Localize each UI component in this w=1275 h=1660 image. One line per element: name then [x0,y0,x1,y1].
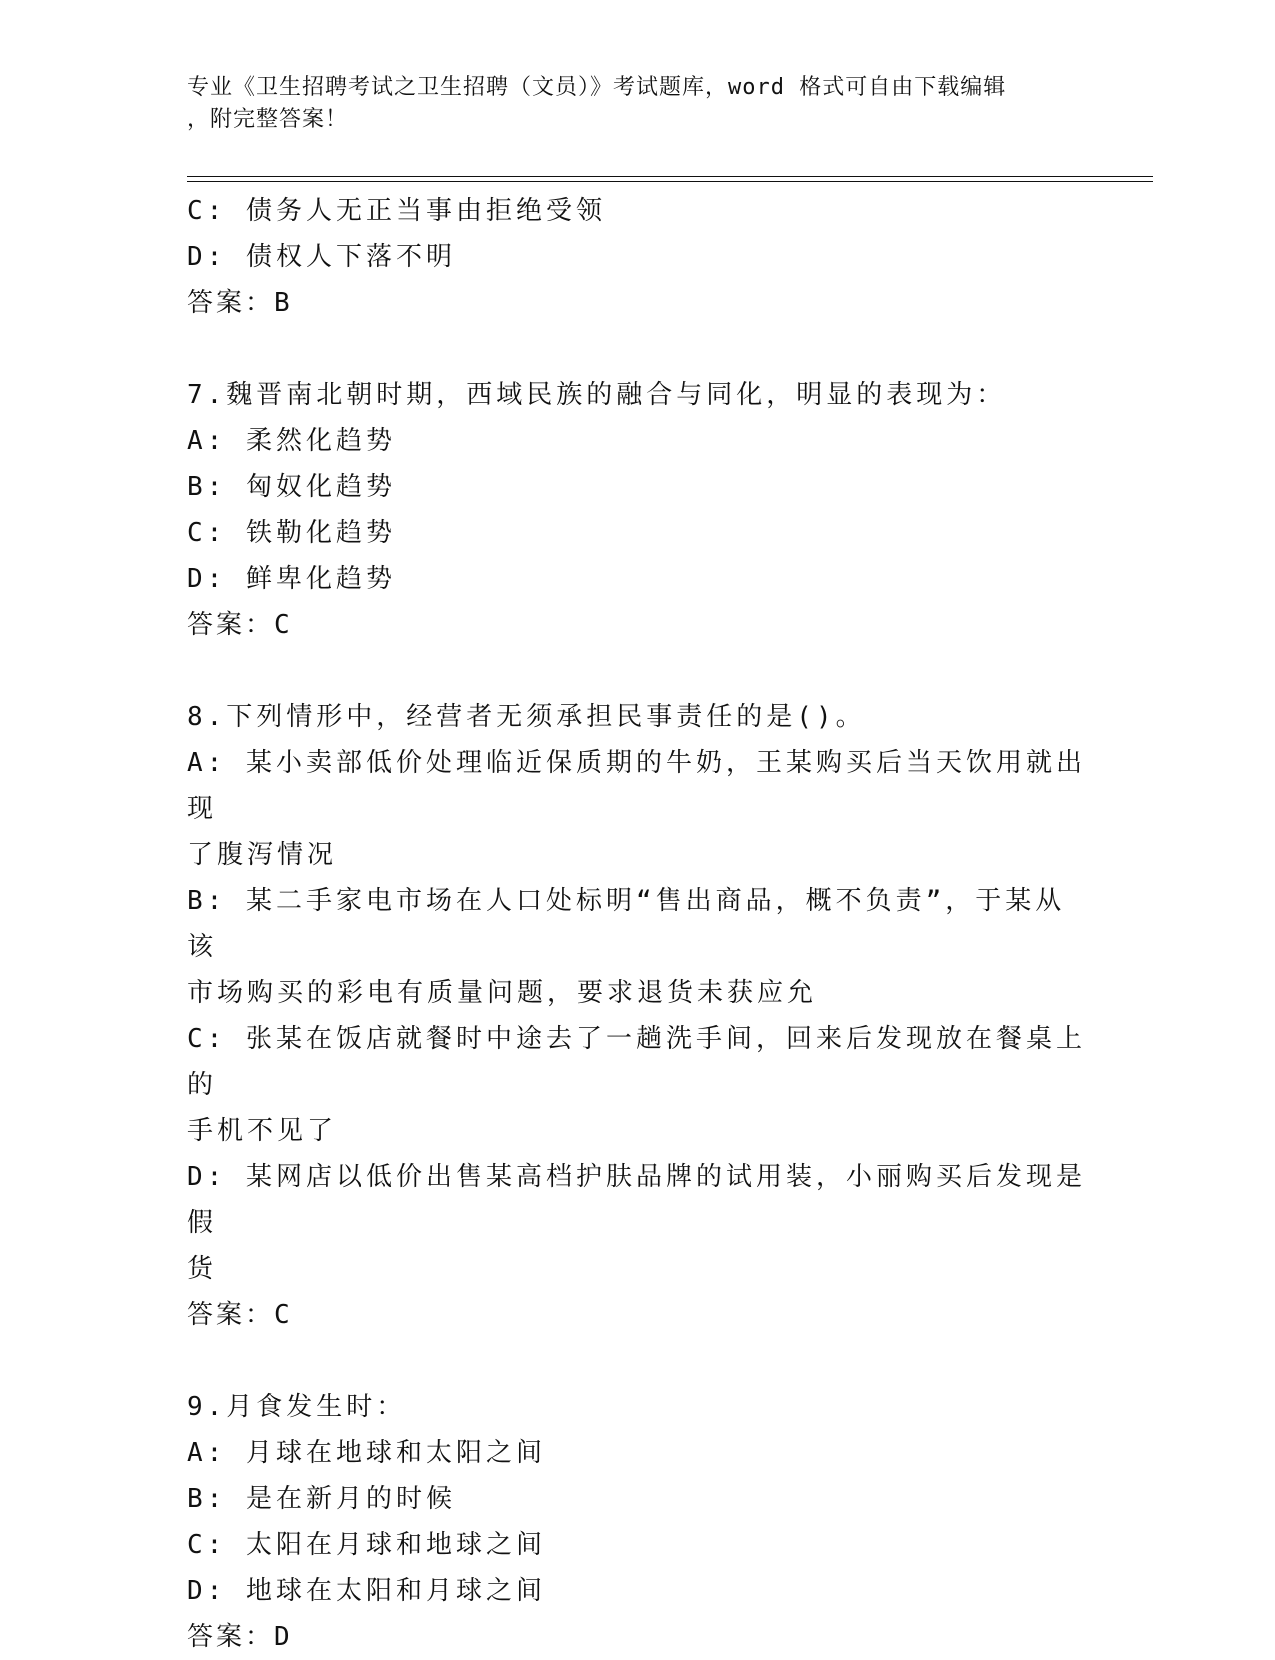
answer-line: 答案：B [187,288,293,318]
question-9 [187,1384,1087,1660]
spacer [187,648,1087,694]
option-a-line-2: 了腹泻情况 [187,840,338,870]
question-stem: 7.魏晋南北朝时期，西域民族的融合与同化，明显的表现为： [187,380,1007,410]
option-d: D: 地球在太阳和月球之间 [187,1576,546,1606]
question-stem: 9.月食发生时： [187,1392,407,1422]
spacer [187,326,1087,372]
question-8 [187,694,1087,1338]
option-d-line-2: 货 [187,1254,218,1284]
header-line-1: 专业《卫生招聘考试之卫生招聘（文员）》考试题库，word 格式可自由下载编辑 [187,75,1007,100]
option-a: A: 月球在地球和太阳之间 [187,1438,546,1468]
question-list [187,188,1087,1660]
option-c-line-2: 手机不见了 [187,1116,338,1146]
document-header [187,72,1067,136]
answer-line: 答案：C [187,1300,293,1330]
option-c-line-1: C: 张某在饭店就餐时中途去了一趟洗手间，回来后发现放在餐桌上的 [187,1024,1086,1100]
option-b-line-1: B: 某二手家电市场在人口处标明“售出商品，概不负责”，于某从该 [187,886,1066,962]
question-7 [187,372,1087,648]
option-c: C: 债务人无正当事由拒绝受领 [187,196,606,226]
header-rule-top [187,176,1153,177]
option-b: B: 是在新月的时候 [187,1484,456,1514]
answer-line: 答案：D [187,1622,293,1652]
header-rule-bottom [187,181,1153,182]
answer-line: 答案：C [187,610,293,640]
header-line-2: ，附完整答案！ [187,107,349,132]
option-d-line-1: D: 某网店以低价出售某高档护肤品牌的试用装，小丽购买后发现是假 [187,1162,1086,1238]
option-d: D: 债权人下落不明 [187,242,456,272]
option-b-line-2: 市场购买的彩电有质量问题，要求退货未获应允 [187,978,818,1008]
question-6-tail [187,188,1087,326]
option-a-line-1: A: 某小卖部低价处理临近保质期的牛奶，王某购买后当天饮用就出现 [187,748,1086,824]
question-stem: 8.下列情形中，经营者无须承担民事责任的是()。 [187,702,866,732]
option-b: B: 匈奴化趋势 [187,472,396,502]
option-c: C: 铁勒化趋势 [187,518,396,548]
option-c: C: 太阳在月球和地球之间 [187,1530,546,1560]
option-d: D: 鲜卑化趋势 [187,564,396,594]
spacer [187,1338,1087,1384]
option-a: A: 柔然化趋势 [187,426,396,456]
